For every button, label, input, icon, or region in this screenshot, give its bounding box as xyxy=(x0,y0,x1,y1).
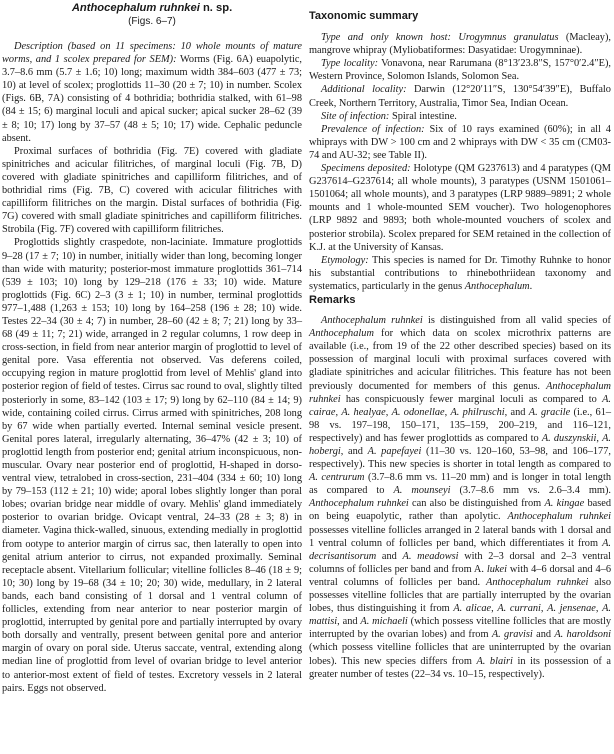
remarks-text: (i.e., 61–98 vs. 197–198, 150–171, 135–159, 200–219, and 116–121, respectively) and has fewer proglottids as compared to xyxy=(309,406,612,444)
remarks-text: , xyxy=(491,603,498,615)
remarks-paragraph xyxy=(309,314,611,681)
prevalence-text: Six of 10 rays examined (60%); in all 4 whiprays with DW > 100 cm and 2 whiprays with DW < 35 cm (CM03-74 and AU-32; see Table II). xyxy=(309,123,611,161)
remarks-text: (11–30 vs. 120–160, 53–98, and 106–177, respectively). This new species is shorter in total length as compared to xyxy=(309,446,611,471)
type-locality-entry xyxy=(309,57,611,83)
taxon-name: A. gracile xyxy=(528,406,571,418)
specimens-text: Holotype (QM G237613) and 4 paratypes (QM G237614–G237614; all whole mounts), 3 paratypes (USNM 1501061–1501064; all whole mounts), and 3 paratypes (LRP 9889–9891; 2 whole mounts and 1 whole-mounted SEM voucher). Two hologenophores (LRP 9892 and 9893; both whole-mounted vouchers of scolex and posterior strobila). Scolex prepared for SEM retained in the collection of K.J. at the University of Kansas. xyxy=(309,163,611,253)
prevalence-entry-label: Prevalence of infection: xyxy=(321,123,425,135)
taxon-name: A. hobergi xyxy=(309,432,612,457)
taxon-name: A. blairi xyxy=(476,655,513,667)
remarks-text: (which possess vitelline follicles that are mostly interrupted by the ovarian lobes) and from xyxy=(309,616,612,641)
description-paragraph xyxy=(2,40,302,145)
type-locality-text: Vonavona, near Rarumana (8°13′23.8″S, 157°0′2.4″E), Western Province, Solomon Islands, Solomon Sea. xyxy=(309,58,612,83)
remarks-text: , and xyxy=(504,406,529,418)
species-title-block xyxy=(2,1,302,29)
remarks-text: and xyxy=(376,550,403,562)
remarks-text: , xyxy=(540,603,548,615)
right-column xyxy=(309,0,611,681)
site-text: Spiral intestine. xyxy=(389,110,457,122)
remarks-text: in its possession of a greater number of testes (22–34 vs. 10–15, respectively). xyxy=(309,655,612,680)
site-entry-label: Site of infection: xyxy=(321,110,390,122)
taxon-name: Anthocephalum ruhnkei xyxy=(309,498,409,510)
remarks-text: , xyxy=(444,406,451,418)
remarks-text: , and xyxy=(340,446,368,457)
taxon-name: A. papefayei xyxy=(367,446,422,457)
left-column xyxy=(2,0,302,695)
taxon-name: A. gravisi xyxy=(491,629,533,641)
remarks-text: based on being euapolytic, rather than apolytic. xyxy=(309,498,612,523)
taxon-name: Anthocephalum xyxy=(309,328,374,340)
specimens-entry xyxy=(309,162,611,254)
taxon-name: A. kingae xyxy=(544,498,585,510)
etymology-text: This species is named for Dr. Timothy Ruhnke to honor his substantial contributions to rhinebothriidean taxonomy and systematics, particularly in the genus xyxy=(309,254,611,292)
taxon-name: A. alicae xyxy=(453,603,492,615)
remarks-text: also possesses vitelline follicles that are partially interrupted by the ovarian lobes, thus distinguishing it from xyxy=(309,576,612,615)
taxon-name: lukei xyxy=(486,563,507,575)
host-entry-label: Type and only known host: xyxy=(321,32,451,44)
taxon-name: A. currani xyxy=(497,603,541,615)
remarks-text: with 2–3 dorsal and 2–3 ventral columns of follicles per band and from A. xyxy=(309,550,611,575)
taxon-name: A. jensenae xyxy=(547,603,596,615)
taxon-name: Anthocephalum ruhnkei xyxy=(321,315,423,327)
taxon-name: Anthocephalum ruhnkei xyxy=(507,511,611,523)
etymology-entry-label: Etymology: xyxy=(321,254,369,266)
microthrix-paragraph: Proximal surfaces of bothridia (Fig. 7E) covered with gladiate spinitriches and acicular filitriches, of marginal loculi (Fig. 7B, D) covered with gladiate spinitriches and capilliform filitriches, and of bothridial rims (Fig. 7B, C) covered with acicular filitriches with capilliform filitriches on the margin. Distal surfaces of bothridia (Fig. 7G) covered with small gladiate spinitriches and capilliform filitriches. Strobila (Fig. 7F) covered with capilliform filitriches. xyxy=(2,145,302,236)
remarks-text: , and xyxy=(337,616,361,628)
remarks-text: (3.7–8.6 mm vs. 2.6–3.4 mm). xyxy=(450,485,611,497)
remarks-text: , xyxy=(335,406,342,418)
taxonomic-summary-heading: Taxonomic summary xyxy=(309,10,419,22)
taxon-name: Anthocephalum ruhnkei xyxy=(486,576,589,588)
specimens-entry-label: Specimens deposited: xyxy=(321,163,411,175)
taxon-name: A. healyae xyxy=(341,406,386,418)
remarks-text: , xyxy=(385,406,392,418)
additional-locality-text: Darwin (12°20′11″S, 130°54′39″E), Buffalo Creek, Northern Territory, Australia, Timor Sea, Indian Ocean. xyxy=(309,84,611,109)
remarks-text: and xyxy=(532,629,555,641)
additional-locality-entry-label: Additional locality: xyxy=(321,84,407,96)
taxon-name: A. duszynskii xyxy=(541,432,597,444)
remarks-text: , xyxy=(595,603,603,615)
remarks-text: with 4–6 dorsal and 4–6 ventral columns of follicles per band. xyxy=(309,563,611,588)
proglottids-paragraph: Proglottids slightly craspedote, non-laciniate. Immature proglottids 9–28 (17 ± 7; 10) in number, initially wider than long, becoming longer than wide with maturity; posterior-most immature proglottids 361–714 (539 ± 103; 10) long by 129–218 (176 ± 33; 10) wide. Mature proglottids (Fig. 6C) 2–3 (3 ± 1; 10) in number, terminal proglottids 977–1,488 (1,263 ± 153; 10) long by 164–258 (196 ± 28; 10) wide. Testes 22–34 (30 ± 4; 7) in number, 28–60 (42 ± 8; 7; 21) long by 33–68 (49 ± 11; 7; 21) wide, arranged in 2 regular columns, 1 row deep in cross-section, in field from near anterior margin of proglottid to level of genital pore. Vasa efferentia not observed. Vas deferens coiled, occupying region in mature proglottid from level of Mehlis' gland into posterior region of field of testes. Cirrus sac round to oval, slightly tilted posteriorly in some, 83–142 (103 ± 17; 9) long by 62–110 (84 ± 14; 9) wide, containing coiled cirrus. Cirrus armed with spinitriches, 208 long by 67 wide when partially everted. Internal seminal vesicle present. Genital pores lateral, irregularly alternating, 36–47% (42 ± 3; 10) of proglottid length from posterior end; genital atrium inconspicuous, non-muscular. Ovary near posterior end of proglottid, H-shaped in dorso-ventral view, tetralobed in cross-section, 231–404 (334 ± 60; 10) long by 79–153 (112 ± 21; 10) wide; aporal lobes slightly longer than poral lobes; ovarian bridge near middle of ovary. Mehlis' gland immediately posterior to ovarian bridge. Ovicapt ventral, 24–33 (28 ± 3; 8) in diameter. Vagina thick-walled, sinuous, extending medially in proglottid from ootype to anterior margin of cirrus sac, then laterally to open into genital atrium anterior to cirrus, not expanded proximally. Seminal receptacle absent. Vitellarium follicular; vitelline follicles 8–46 (18 ± 9; 10; 30) long by 19–68 (34 ± 10; 20; 30) wide, medullary, in 2 lateral bands, each band consisting of 1 dorsal and 1 ventral column of follicles, extending from near anterior to near posterior margin of proglottid, interrupted by genital pore and partially interrupted by ovary both dorsally and ventrally, present between genital pore and anterior margin of ovary on poral side. Uterus saccate, ventral, extending along median line of proglottid from level of ovarian bridge to level anterior to anterior-most extent of field of testes. Excretory vessels in 2 lateral pairs. Eggs not observed. xyxy=(2,237,302,694)
species-name: Anthocephalum ruhnkei xyxy=(71,2,200,14)
taxon-name: A. mounseyi xyxy=(393,485,451,497)
taxon-name: A. meadowsi xyxy=(402,550,459,562)
taxon-name: A. haroldsoni xyxy=(554,629,611,641)
remarks-text: possesses vitelline follicles arranged in 2 lateral bands with 1 dorsal and 1 ventral column of follicles per band, which differentiates it from xyxy=(309,524,611,549)
description-continuation xyxy=(309,10,611,681)
remarks-text: is distinguished from all valid species of xyxy=(422,315,611,327)
remarks-text: for which data on scolex microthrix patterns are available (i.e., from 19 of the 22 other described species) based on its possession of marginal loculi with proximal surfaces covered with gladiate spinitriches and acicular filitriches. This feature has not been previously documented for members of this genus. xyxy=(309,328,611,392)
prevalence-entry xyxy=(309,123,611,162)
taxon-name: A. philruschi xyxy=(450,406,505,418)
type-locality-entry-label: Type locality: xyxy=(321,58,379,70)
figure-reference: (Figs. 6–7) xyxy=(128,16,176,27)
description-lead: Description (based on 11 specimens: 10 whole mounts of mature worms, and 1 scolex prepared for SEM): xyxy=(2,41,302,66)
new-species-suffix: n. sp. xyxy=(199,2,233,14)
etymology-end: . xyxy=(529,280,533,292)
taxon-name: A. mattisi xyxy=(309,603,611,628)
remarks-text: (3.7–8.6 mm vs. 11–20 mm) and is longer in total length as compared to xyxy=(309,472,611,497)
additional-locality-entry xyxy=(309,83,611,109)
taxon-name: A. odonellae xyxy=(391,406,445,418)
host-species: Urogymnus granulatus xyxy=(458,32,559,44)
site-entry xyxy=(309,110,611,123)
remarks-text: can also be distinguished from xyxy=(408,498,545,510)
remarks-text: has conspicuously fewer marginal loculi as compared to xyxy=(340,393,603,405)
description-text: Worms (Fig. 6A) euapolytic, 3.7–8.6 mm (5.7 ± 1.6; 10) long; maximum width 384–603 (477 ± 73; 10) at level of scolex; proglottids 11–30 (20 ± 7; 10) in number. Scolex (Figs. 6B, 7A) consisting of 4 bothridia; bothridia stalked, with 61–98 (84 ± 15; 6) marginal loculi and apical sucker; apical sucker 28–62 (39 ± 8; 10; 17) long by 37–57 (48 ± 5; 10; 17) wide. Cephalic peduncle absent. xyxy=(2,54,302,144)
remarks-text: (which possess vitelline follicles that are uninterrupted by the ovarian lobes). This new species differs from xyxy=(309,642,611,667)
remarks-heading: Remarks xyxy=(309,293,356,306)
etymology-entry xyxy=(309,254,611,293)
taxon-name: A. decrisantisorum xyxy=(309,537,611,562)
taxon-name: A. centrurum xyxy=(309,472,365,484)
host-text: (Macleay), mangrove whipray (Myliobatiformes: Dasyatidae: Urogymninae). xyxy=(309,32,611,57)
species-title xyxy=(2,1,302,15)
taxon-name: A. cairae xyxy=(309,393,611,418)
host-entry xyxy=(309,31,611,57)
taxon-name: Anthocephalum ruhnkei xyxy=(309,380,611,405)
remarks-text: , xyxy=(596,432,603,444)
etymology-genus: Anthocephalum xyxy=(464,280,530,292)
taxon-name: A. michaeli xyxy=(360,616,408,628)
